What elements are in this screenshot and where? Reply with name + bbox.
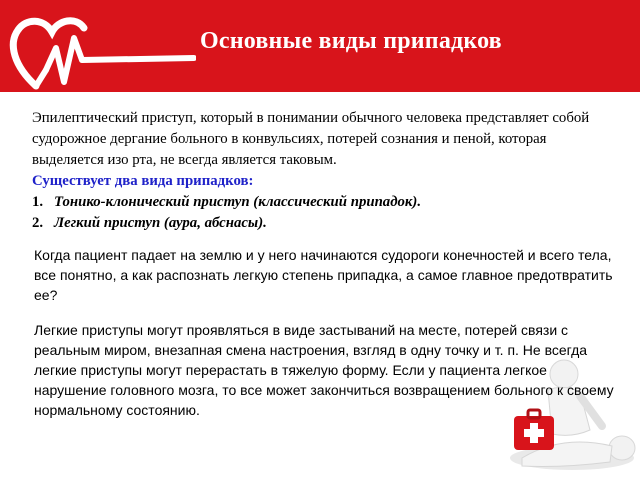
list-item-label: Легкий приступ (аура, абснасы). <box>54 215 267 231</box>
main-content <box>32 108 612 234</box>
list-item <box>32 213 612 234</box>
list-item-number: 1. <box>32 194 44 210</box>
list-item-label: Тонико-клонический приступ (классический припадок). <box>54 194 422 210</box>
page-title: Основные виды припадков <box>200 28 502 54</box>
paragraph-recognition: Когда пациент падает на землю и у него начинаются судороги конечностей и всего тела, все понятно, а как распознать легкую степень припадка, а самое главное предотвратить ее? <box>34 247 613 303</box>
intro-paragraph: Эпилептический приступ, который в понимании обычного человека представляет собой судорожное дергание больного в конвульсиях, потерей сознания и пеной, которая выделяется изо рта, не всегда является таковым. <box>32 110 590 168</box>
list-item-number: 2. <box>32 215 44 231</box>
list-item <box>32 192 612 213</box>
types-subheading: Существует два вида припадков: <box>32 173 254 189</box>
header-banner <box>0 0 640 92</box>
heart-pulse-icon <box>6 8 196 92</box>
types-list <box>32 192 612 234</box>
paragraph-light-seizures: Легкие приступы могут проявляться в виде застываний на месте, потерей связи с реальным миром, внезапная смена настроения, взгляд в одну точку и т. п. Не всегда легкие приступы могут перерастать в тяжелую форму. Если у пациента легкое нарушение головного мозга, то все может закончиться возвращением больного к своему нормальному состоянию. <box>34 322 614 418</box>
